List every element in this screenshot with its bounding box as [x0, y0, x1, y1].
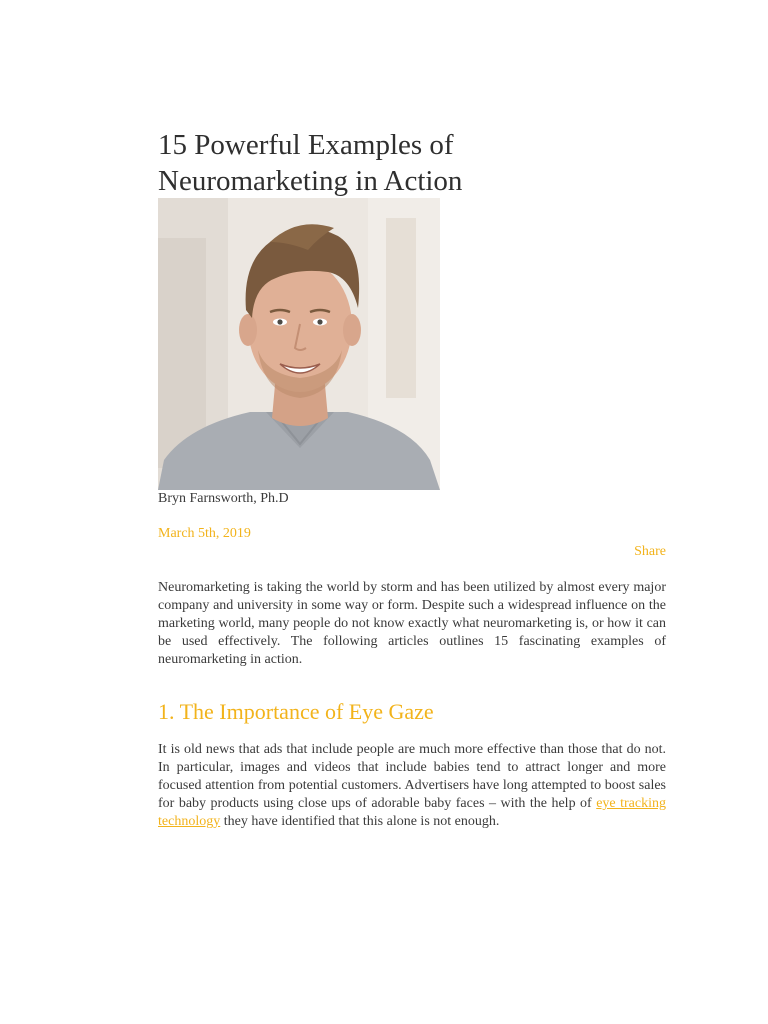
article-title-line-1: 15 Powerful Examples of [158, 129, 454, 161]
section-body-text-before-link: It is old news that ads that include people are much more effective than those that do not. In particular, images and videos that include babies tend to attract longer and more focused attention from potential customers. Advertisers have long attempted to boost sales for baby products using close ups of adorable baby faces – with the help of [158, 742, 666, 811]
post-date: March 5th, 2019 [158, 526, 251, 541]
author-name: Bryn Farnsworth, Ph.D [158, 491, 289, 506]
article-title [158, 127, 578, 199]
intro-paragraph: Neuromarketing is taking the world by storm and has been utilized by almost every major company and university in some way or form. Despite such a widespread influence on the marketing world, many people do not know exactly what neuromarketing is, or how it can be used effectively. The following articles outlines 15 fascinating examples of neuromarketing in action. [158, 580, 666, 667]
section-heading-eye-gaze: 1. The Importance of Eye Gaze [158, 699, 434, 724]
share-link[interactable]: Share [634, 544, 666, 559]
section-body-text-after-link: they have identified that this alone is not enough. [220, 814, 500, 829]
author-photo [158, 198, 440, 490]
eye-tracking-technology-link[interactable]: eye tracking technology [158, 796, 667, 829]
article-title-line-2: Neuromarketing in Action [158, 165, 463, 197]
section-body-eye-gaze [158, 741, 666, 831]
